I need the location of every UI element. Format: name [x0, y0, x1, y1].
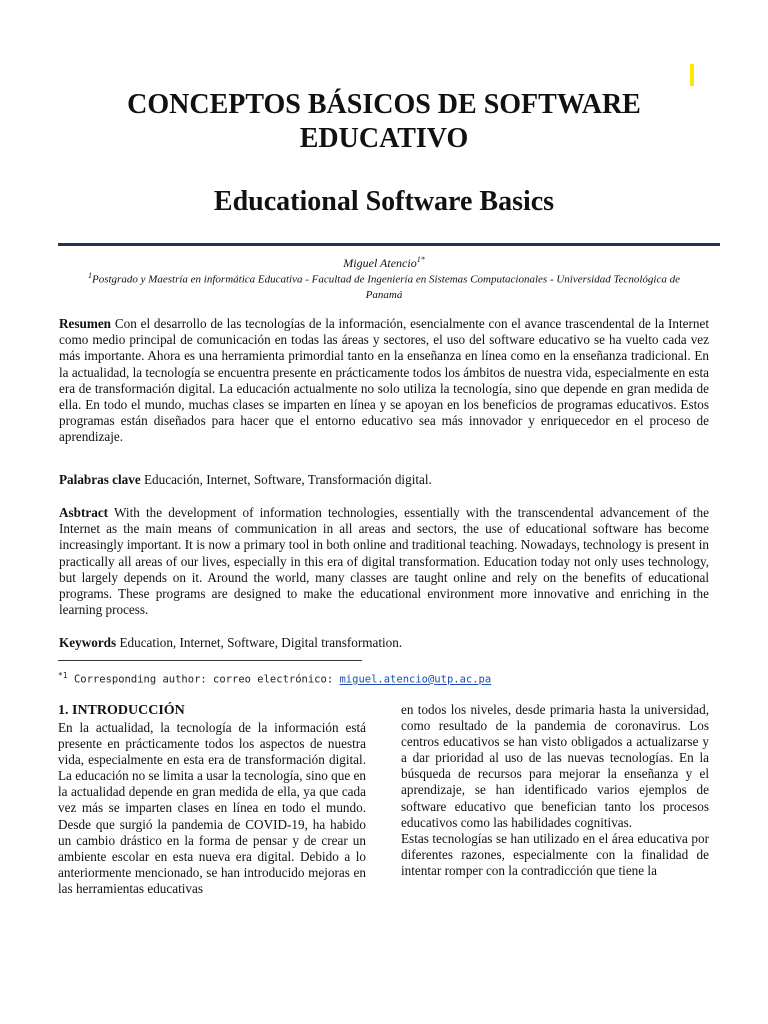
author-email-link[interactable]: miguel.atencio@utp.ac.pa [339, 673, 492, 686]
keywords-en-label: Keywords [59, 635, 117, 650]
footnote-mark: *1 [58, 671, 68, 680]
keywords-spanish [59, 472, 709, 488]
column-right [401, 702, 709, 879]
abstract-en-text: With the development of information technologies, essentially with the transcendental advancement of the Internet as the main means of communication in all areas and sectors, the use of educational software has become increasingly important. It is now a primary tool in both online and traditional teaching. Nowadays, technology is present in practically all areas of our lives, especially in this era of digital transformation. Education today not only uses technology, but largely depends on it. Around the world, many classes are taught online and rely on the benefits of educational programs. These programs are designed to make the educational environment more innovative and enriching in the learning process. [59, 505, 709, 618]
affiliation-mark: 1 [87, 271, 92, 280]
author-marks: 1* [416, 255, 425, 264]
abstract-spanish [59, 316, 709, 446]
title-spanish: CONCEPTOS BÁSICOS DE SOFTWARE EDUCATIVO [127, 89, 641, 154]
keywords-es-label: Palabras clave [59, 472, 141, 487]
affiliation [80, 268, 688, 303]
title-english: Educational Software Basics [213, 186, 555, 217]
affiliation-text: Postgrado y Maestría en informática Educativa - Facultad de Ingeniería en Sistemas Computacionales - Universidad Tecnológica de Panamá [91, 273, 680, 301]
highlight-marker [690, 64, 694, 86]
footnote-divider [58, 660, 362, 661]
keywords-es-text: Educación, Internet, Software, Transformación digital. [143, 472, 432, 487]
keywords-english [59, 635, 709, 651]
abstract-es-text: Con el desarrollo de las tecnologías de la información, esencialmente con el avance trascendental de la Internet como medio principal de comunicación en todas las áreas y sectores, el uso del software educativo se ha vuelto cada vez más importante. Ahora es una herramienta primordial tanto en la enseñanza en línea como en la enseñanza tradicional. En la actualidad, la tecnología se encuentra presente en prácticamente todos los ámbitos de nuestra vida, especialmente en esta era de transformación digital. La educación actualmente no solo utiliza la tecnología, sino que depende en gran medida de ella. En todo el mundo, muchas clases se imparten en línea y se apoyan en los beneficios de programas educativos. Estos programas están diseñados para hacer que el entorno educativo sea más innovador y enriquecedor en el proceso de aprendizaje. [59, 316, 709, 445]
column-left [58, 702, 366, 897]
author-name: Miguel Atencio [343, 256, 417, 270]
abstract-english [59, 505, 709, 618]
footnote [58, 669, 718, 687]
intro-paragraph-2: en todos los niveles, desde primaria hasta la universidad, como resultado de la pandemia de coronavirus. Los centros educativos se han visto obligados a actualizarse y a dar prioridad al uso de las nuevas tecnologías. En la búsqueda de recursos para mejorar la enseñanza y el aprendizaje, se han identificado varios ejemplos de software educativo que benefician tanto los procesos educativos como las habilidades cognitivas. [401, 702, 709, 830]
intro-paragraph-3: Estas tecnologías se han utilizado en el área educativa por diferentes razones, especialmente con la finalidad de intentar romper con la contradicción que tiene la [401, 830, 709, 878]
footnote-text: Corresponding author: correo electrónico: [73, 673, 334, 686]
abstract-es-label: Resumen [59, 316, 112, 331]
keywords-en-text: Education, Internet, Software, Digital transformation. [119, 635, 403, 650]
section-heading-introduccion: 1. INTRODUCCIÓN [58, 703, 185, 718]
intro-paragraph-1: En la actualidad, la tecnología de la información está presente en prácticamente todos los aspectos de nuestra vida, especialmente en esta era de transformación digital. La educación no se limita a usar la tecnología, sino que en la actualidad depende en gran medida de ella, ya que cada vez más se imparten clases en línea en todo el mundo. Desde que surgió la pandemia de COVID-19, ha habido un cambio drástico en la forma de pensar y de crear un ambiente escolar en esta nueva era digital. Debido a lo anteriormente mencionado, se han introducido mejoras en las herramientas educativas [58, 720, 366, 896]
abstract-en-label: Asbtract [59, 505, 109, 520]
header-divider [58, 243, 720, 246]
